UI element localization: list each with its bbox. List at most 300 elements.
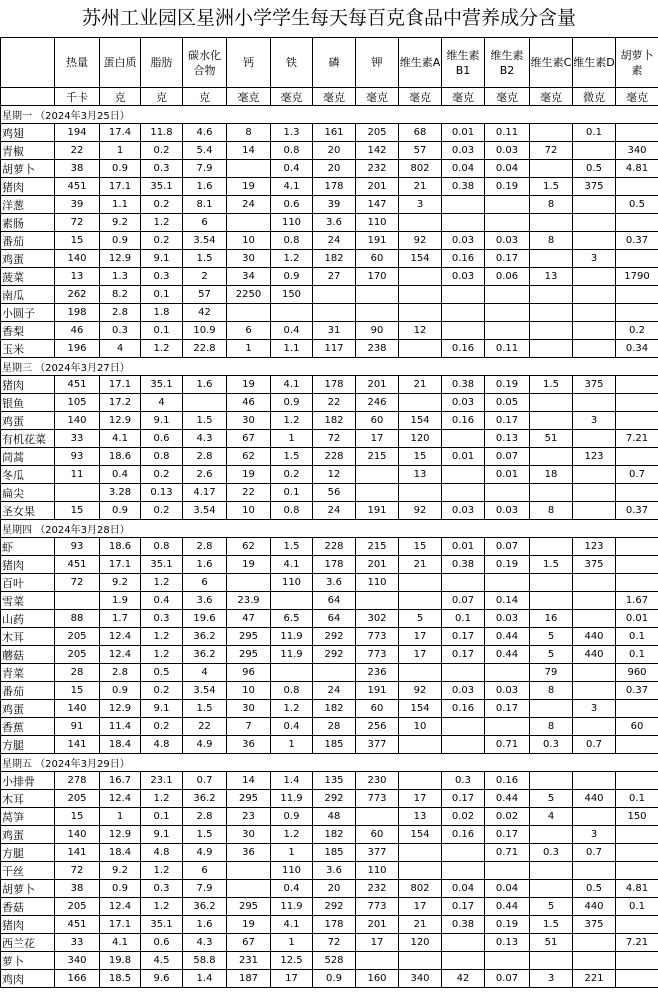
food-name: 扁尖 — [1, 484, 55, 502]
value-cell: 105 — [55, 394, 100, 412]
value-cell: 0.03 — [485, 610, 530, 628]
value-cell: 2.8 — [183, 808, 227, 826]
value-cell: 340 — [55, 952, 100, 970]
value-cell — [399, 736, 442, 754]
value-cell: 4.1 — [100, 934, 141, 952]
value-cell — [442, 322, 485, 340]
unit-cell: 千卡 — [55, 88, 100, 106]
value-cell — [485, 484, 530, 502]
value-cell: 0.44 — [485, 628, 530, 646]
value-cell — [356, 952, 399, 970]
value-cell: 1.1 — [100, 196, 141, 214]
value-cell — [442, 430, 485, 448]
value-cell: 14 — [227, 772, 271, 790]
value-cell — [399, 484, 442, 502]
value-cell — [573, 430, 616, 448]
value-cell: 19.8 — [100, 952, 141, 970]
value-cell — [227, 160, 271, 178]
value-cell: 2.8 — [100, 664, 141, 682]
value-cell: 194 — [55, 124, 100, 142]
food-row — [1, 250, 658, 268]
value-cell: 38 — [55, 880, 100, 898]
column-header: 热量 — [55, 38, 100, 88]
value-cell: 0.7 — [616, 466, 658, 484]
value-cell: 1.6 — [183, 376, 227, 394]
value-cell: 13 — [399, 466, 442, 484]
value-cell: 1.2 — [141, 574, 183, 592]
value-cell: 12.4 — [100, 790, 141, 808]
value-cell: 295 — [227, 628, 271, 646]
value-cell: 191 — [356, 682, 399, 700]
value-cell: 12.4 — [100, 646, 141, 664]
value-cell — [616, 916, 658, 934]
value-cell: 0.4 — [271, 880, 313, 898]
value-cell — [485, 862, 530, 880]
value-cell: 170 — [356, 268, 399, 286]
food-row — [1, 466, 658, 484]
value-cell: 18.5 — [100, 970, 141, 988]
value-cell: 0.01 — [442, 448, 485, 466]
value-cell: 773 — [356, 646, 399, 664]
value-cell: 31 — [313, 322, 356, 340]
value-cell: 1.5 — [530, 916, 573, 934]
value-cell: 0.37 — [616, 232, 658, 250]
value-cell: 0.3 — [141, 268, 183, 286]
value-cell: 1.5 — [271, 448, 313, 466]
day-header-row — [1, 358, 658, 376]
value-cell: 0.01 — [616, 610, 658, 628]
value-cell: 0.03 — [485, 502, 530, 520]
value-cell — [442, 286, 485, 304]
value-cell: 17.1 — [100, 556, 141, 574]
unit-cell: 微克 — [573, 88, 616, 106]
value-cell: 12.9 — [100, 700, 141, 718]
value-cell: 0.9 — [313, 970, 356, 988]
value-cell: 51 — [530, 430, 573, 448]
value-cell — [573, 664, 616, 682]
value-cell — [442, 862, 485, 880]
value-cell: 110 — [356, 574, 399, 592]
food-name: 番茄 — [1, 682, 55, 700]
value-cell: 0.01 — [442, 124, 485, 142]
value-cell — [616, 826, 658, 844]
value-cell: 19 — [227, 376, 271, 394]
value-cell: 1 — [227, 340, 271, 358]
value-cell: 35.1 — [141, 178, 183, 196]
value-cell: 1.2 — [141, 898, 183, 916]
value-cell: 7.9 — [183, 160, 227, 178]
column-header: 维生素B2 — [485, 38, 530, 88]
value-cell: 7.21 — [616, 934, 658, 952]
value-cell: 205 — [55, 646, 100, 664]
value-cell: 4.1 — [271, 556, 313, 574]
day-header-row — [1, 520, 658, 538]
value-cell: 110 — [271, 214, 313, 232]
value-cell: 72 — [55, 574, 100, 592]
food-name: 冬瓜 — [1, 466, 55, 484]
value-cell: 15 — [55, 232, 100, 250]
food-row — [1, 160, 658, 178]
value-cell: 17.2 — [100, 394, 141, 412]
value-cell: 0.6 — [271, 196, 313, 214]
value-cell: 120 — [399, 430, 442, 448]
value-cell — [573, 484, 616, 502]
value-cell — [399, 286, 442, 304]
food-row — [1, 970, 658, 988]
value-cell: 154 — [399, 250, 442, 268]
value-cell: 205 — [356, 124, 399, 142]
value-cell: 375 — [573, 916, 616, 934]
value-cell: 10 — [227, 502, 271, 520]
food-row — [1, 898, 658, 916]
value-cell: 1.8 — [141, 304, 183, 322]
value-cell: 142 — [356, 142, 399, 160]
value-cell — [530, 214, 573, 232]
value-cell: 0.71 — [485, 736, 530, 754]
value-cell: 36 — [227, 844, 271, 862]
food-name: 猪肉 — [1, 376, 55, 394]
value-cell: 302 — [356, 610, 399, 628]
value-cell: 0.04 — [485, 160, 530, 178]
value-cell: 19 — [227, 466, 271, 484]
value-cell: 1.5 — [530, 556, 573, 574]
value-cell: 4.8 — [141, 736, 183, 754]
value-cell: 0.3 — [442, 772, 485, 790]
value-cell: 17 — [271, 970, 313, 988]
value-cell: 4.1 — [271, 916, 313, 934]
value-cell: 5 — [530, 790, 573, 808]
value-cell: 0.5 — [616, 196, 658, 214]
value-cell: 0.07 — [442, 592, 485, 610]
value-cell: 0.02 — [442, 808, 485, 826]
value-cell — [227, 862, 271, 880]
value-cell: 11.8 — [141, 124, 183, 142]
value-cell: 8 — [227, 124, 271, 142]
value-cell: 36.2 — [183, 646, 227, 664]
value-cell: 0.1 — [616, 898, 658, 916]
value-cell — [399, 304, 442, 322]
value-cell: 110 — [356, 862, 399, 880]
value-cell: 1.6 — [183, 556, 227, 574]
value-cell — [530, 340, 573, 358]
value-cell: 0.9 — [100, 502, 141, 520]
value-cell: 3.54 — [183, 232, 227, 250]
value-cell: 38 — [55, 160, 100, 178]
value-cell: 17 — [399, 898, 442, 916]
value-cell: 8 — [530, 718, 573, 736]
value-cell: 1.5 — [530, 178, 573, 196]
value-cell — [530, 574, 573, 592]
value-cell: 0.8 — [271, 682, 313, 700]
value-cell: 0.44 — [485, 790, 530, 808]
value-cell: 375 — [573, 556, 616, 574]
value-cell — [616, 124, 658, 142]
food-row — [1, 286, 658, 304]
food-row — [1, 448, 658, 466]
value-cell: 7.9 — [183, 880, 227, 898]
value-cell: 18.4 — [100, 844, 141, 862]
value-cell: 1.9 — [100, 592, 141, 610]
value-cell: 60 — [616, 718, 658, 736]
unit-cell: 毫克 — [313, 88, 356, 106]
value-cell: 35.1 — [141, 556, 183, 574]
food-row — [1, 610, 658, 628]
value-cell — [616, 538, 658, 556]
value-cell — [530, 862, 573, 880]
value-cell — [227, 880, 271, 898]
value-cell — [442, 214, 485, 232]
value-cell: 13 — [55, 268, 100, 286]
value-cell: 0.2 — [141, 466, 183, 484]
value-cell: 295 — [227, 790, 271, 808]
food-name: 银鱼 — [1, 394, 55, 412]
value-cell — [573, 340, 616, 358]
value-cell: 0.1 — [141, 322, 183, 340]
value-cell: 36 — [227, 736, 271, 754]
value-cell: 0.19 — [485, 916, 530, 934]
food-row — [1, 808, 658, 826]
value-cell: 0.17 — [485, 826, 530, 844]
value-cell: 60 — [356, 250, 399, 268]
value-cell: 0.5 — [573, 160, 616, 178]
food-name: 莴笋 — [1, 808, 55, 826]
value-cell — [399, 664, 442, 682]
food-row — [1, 232, 658, 250]
value-cell: 67 — [227, 430, 271, 448]
value-cell: 0.9 — [271, 268, 313, 286]
value-cell — [573, 502, 616, 520]
food-row — [1, 412, 658, 430]
header-corner-cell — [1, 38, 55, 88]
food-row — [1, 502, 658, 520]
value-cell: 0.2 — [271, 466, 313, 484]
value-cell — [485, 304, 530, 322]
food-row — [1, 826, 658, 844]
value-cell: 30 — [227, 700, 271, 718]
value-cell: 0.03 — [442, 268, 485, 286]
value-cell: 72 — [55, 862, 100, 880]
value-cell: 0.38 — [442, 556, 485, 574]
value-cell — [399, 574, 442, 592]
food-name: 素肠 — [1, 214, 55, 232]
value-cell: 18.4 — [100, 736, 141, 754]
value-cell — [573, 142, 616, 160]
column-header: 维生素B1 — [442, 38, 485, 88]
value-cell: 17.4 — [100, 124, 141, 142]
value-cell: 0.03 — [442, 232, 485, 250]
food-row — [1, 268, 658, 286]
value-cell: 12.9 — [100, 412, 141, 430]
value-cell — [573, 610, 616, 628]
day-header-row — [1, 754, 658, 772]
value-cell: 3 — [530, 970, 573, 988]
value-cell — [530, 448, 573, 466]
food-name: 猪肉 — [1, 556, 55, 574]
value-cell: 187 — [227, 970, 271, 988]
value-cell — [399, 592, 442, 610]
value-cell — [485, 664, 530, 682]
value-cell: 0.1 — [271, 484, 313, 502]
value-cell: 0.34 — [616, 340, 658, 358]
value-cell: 178 — [313, 916, 356, 934]
value-cell — [530, 484, 573, 502]
value-cell: 0.5 — [141, 664, 183, 682]
value-cell: 17 — [399, 628, 442, 646]
value-cell: 150 — [271, 286, 313, 304]
value-cell — [485, 286, 530, 304]
unit-cell: 克 — [100, 88, 141, 106]
food-row — [1, 736, 658, 754]
value-cell: 0.17 — [485, 700, 530, 718]
value-cell — [530, 952, 573, 970]
value-cell: 11.4 — [100, 718, 141, 736]
value-cell: 0.6 — [141, 430, 183, 448]
value-cell: 0.03 — [442, 502, 485, 520]
value-cell: 33 — [55, 934, 100, 952]
value-cell: 140 — [55, 826, 100, 844]
value-cell — [616, 286, 658, 304]
value-cell: 17 — [399, 790, 442, 808]
value-cell: 0.02 — [485, 808, 530, 826]
food-name: 鸡翅 — [1, 124, 55, 142]
value-cell: 0.2 — [141, 196, 183, 214]
value-cell: 0.7 — [573, 844, 616, 862]
value-cell: 28 — [313, 718, 356, 736]
value-cell: 205 — [55, 628, 100, 646]
value-cell: 0.4 — [141, 592, 183, 610]
column-header: 钙 — [227, 38, 271, 88]
food-row — [1, 538, 658, 556]
value-cell: 24 — [313, 502, 356, 520]
value-cell: 5.4 — [183, 142, 227, 160]
value-cell: 64 — [313, 592, 356, 610]
value-cell — [530, 124, 573, 142]
value-cell: 24 — [313, 682, 356, 700]
value-cell — [356, 304, 399, 322]
value-cell: 1.4 — [271, 772, 313, 790]
value-cell — [530, 250, 573, 268]
value-cell: 10 — [227, 682, 271, 700]
value-cell: 79 — [530, 664, 573, 682]
value-cell: 30 — [227, 412, 271, 430]
value-cell — [399, 214, 442, 232]
value-cell: 340 — [616, 142, 658, 160]
nutrition-table — [0, 37, 658, 988]
value-cell — [55, 592, 100, 610]
value-cell: 135 — [313, 772, 356, 790]
value-cell — [530, 700, 573, 718]
value-cell — [616, 394, 658, 412]
food-name: 干丝 — [1, 862, 55, 880]
value-cell — [271, 592, 313, 610]
value-cell: 340 — [399, 970, 442, 988]
value-cell: 1.2 — [141, 862, 183, 880]
value-cell — [616, 772, 658, 790]
food-row — [1, 772, 658, 790]
value-cell: 0.6 — [141, 934, 183, 952]
value-cell: 8 — [530, 196, 573, 214]
unit-cell: 毫克 — [399, 88, 442, 106]
value-cell: 39 — [313, 196, 356, 214]
value-cell: 1 — [100, 808, 141, 826]
value-cell — [573, 232, 616, 250]
value-cell: 1.2 — [141, 628, 183, 646]
value-cell: 0.4 — [271, 718, 313, 736]
value-cell: 377 — [356, 736, 399, 754]
value-cell: 17.1 — [100, 916, 141, 934]
food-name: 香梨 — [1, 322, 55, 340]
value-cell: 88 — [55, 610, 100, 628]
value-cell — [616, 862, 658, 880]
value-cell: 377 — [356, 844, 399, 862]
column-header: 铁 — [271, 38, 313, 88]
value-cell: 215 — [356, 448, 399, 466]
value-cell — [227, 214, 271, 232]
value-cell: 215 — [356, 538, 399, 556]
value-cell: 0.06 — [485, 268, 530, 286]
value-cell: 21 — [399, 178, 442, 196]
value-cell — [356, 592, 399, 610]
value-cell: 10 — [227, 232, 271, 250]
value-cell: 0.17 — [485, 412, 530, 430]
food-row — [1, 844, 658, 862]
value-cell: 3.6 — [183, 592, 227, 610]
value-cell — [573, 952, 616, 970]
value-cell: 0.03 — [442, 682, 485, 700]
value-cell: 10.9 — [183, 322, 227, 340]
value-cell: 1.2 — [141, 214, 183, 232]
value-cell: 0.11 — [485, 124, 530, 142]
value-cell: 1.2 — [271, 826, 313, 844]
food-name: 雪菜 — [1, 592, 55, 610]
value-cell: 262 — [55, 286, 100, 304]
value-cell: 154 — [399, 412, 442, 430]
value-cell: 221 — [573, 970, 616, 988]
value-cell: 17 — [399, 646, 442, 664]
value-cell — [616, 412, 658, 430]
value-cell: 3.54 — [183, 682, 227, 700]
food-row — [1, 556, 658, 574]
value-cell: 1 — [271, 430, 313, 448]
value-cell: 6.5 — [271, 610, 313, 628]
value-cell: 0.8 — [271, 142, 313, 160]
value-cell: 154 — [399, 826, 442, 844]
value-cell: 16.7 — [100, 772, 141, 790]
value-cell: 4.3 — [183, 934, 227, 952]
value-cell: 72 — [55, 214, 100, 232]
value-cell: 0.13 — [141, 484, 183, 502]
value-cell: 4 — [530, 808, 573, 826]
value-cell: 773 — [356, 790, 399, 808]
food-row — [1, 304, 658, 322]
food-name: 方腿 — [1, 736, 55, 754]
value-cell: 0.05 — [485, 394, 530, 412]
value-cell — [356, 808, 399, 826]
value-cell: 0.17 — [442, 646, 485, 664]
value-cell: 36.2 — [183, 628, 227, 646]
column-header: 蛋白质 — [100, 38, 141, 88]
value-cell: 1.3 — [271, 124, 313, 142]
value-cell: 13 — [530, 268, 573, 286]
value-cell: 0.19 — [485, 556, 530, 574]
value-cell: 34 — [227, 268, 271, 286]
value-cell — [271, 664, 313, 682]
value-cell: 0.37 — [616, 682, 658, 700]
value-cell: 21 — [399, 916, 442, 934]
value-cell: 5 — [530, 646, 573, 664]
value-cell — [573, 196, 616, 214]
value-cell: 6 — [183, 214, 227, 232]
